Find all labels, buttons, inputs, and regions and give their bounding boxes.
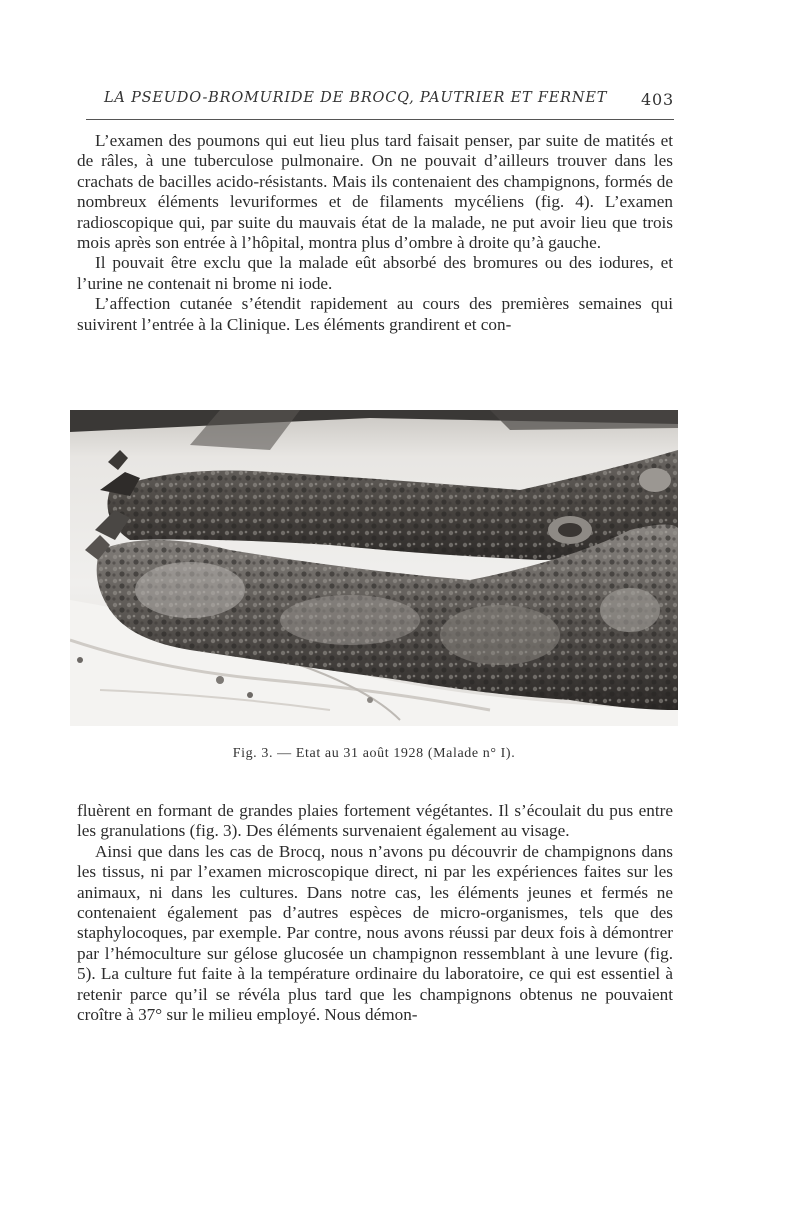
header-rule [86, 119, 674, 120]
figure-photograph [70, 410, 678, 726]
paragraph: L’affection cutanée s’étendit rapidement au cours des premières semaines qui suivirent l’entrée à la Clinique. Les éléments grandirent et con- [77, 294, 673, 334]
page-number: 403 [641, 90, 674, 109]
body-text-bottom [77, 801, 673, 1025]
paragraph: Il pouvait être exclu que la malade eût absorbé des bromures ou des iodures, et l’urine ne contenait ni brome ni iode. [77, 253, 673, 293]
running-title: LA PSEUDO-BROMURIDE DE BROCQ, PAUTRIER ET FERNET [104, 90, 608, 106]
paragraph: fluèrent en formant de grandes plaies fortement végétantes. Il s’écoulait du pus entre les granulations (fig. 3). Des éléments survenaient également au visage. [77, 801, 673, 841]
paragraph: L’examen des poumons qui eut lieu plus tard faisait penser, par suite de matités et de râles, à une tuberculose pulmonaire. On ne pouvait d’ailleurs trouver dans les crachats de bacilles acido-résistants. Mais ils contenaient des champignons, formés de nombreux éléments levuriformes et de filaments mycéliens (fig. 4). L’examen radioscopique qui, par suite du mauvais état de la malade, ne put avoir lieu que trois mois après son entrée à l’hôpital, montra plus d’ombre à droite qu’à gauche. [77, 131, 673, 253]
running-head [86, 90, 674, 114]
figure-caption: Fig. 3. — Etat au 31 août 1928 (Malade n° I). [232, 746, 516, 761]
body-text-top [77, 131, 673, 335]
clinical-photo-legs [70, 410, 678, 726]
paragraph: Ainsi que dans les cas de Brocq, nous n’avons pu découvrir de champignons dans les tissus, ni par l’examen microscopique direct, ni par les expériences faites sur les animaux, ni dans les cultures. Dans notre cas, les éléments jeunes et fermés ne contenaient également pas d’autres espèces de micro-organismes, tels que des staphylocoques, par exemple. Par contre, nous avons réussi par deux fois à démontrer par l’hémoculture sur gélose glucosée un champignon ressemblant à une levure (fig. 5). La culture fut faite à la température ordinaire du laboratoire, ce qui est essentiel à retenir parce qu’il se révéla plus tard que les champignons obtenus ne pouvaient croître à 37° sur le milieu employé. Nous démon- [77, 841, 673, 1025]
